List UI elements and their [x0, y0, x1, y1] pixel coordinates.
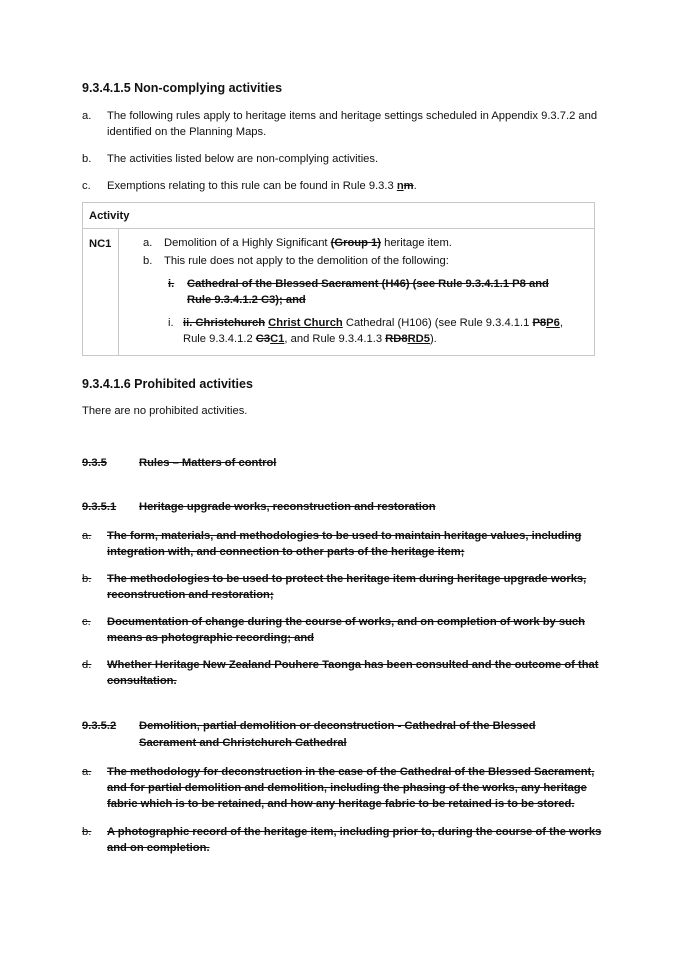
text-segment: , and Rule 9.3.4.1.3: [284, 333, 386, 345]
deleted-list-item: Whether Heritage New Zealand Pouhere Taonga has been consulted and the outcome of that consultation.: [107, 659, 599, 687]
inserted-text: C1: [270, 333, 285, 345]
list-item-text: [107, 178, 602, 194]
text-segment: Demolition of a Highly Significant: [164, 237, 331, 249]
text-segment: Cathedral (H106) (see Rule 9.3.4.1.1: [342, 317, 533, 329]
list-item-text: This rule does not apply to the demolition of the following:: [164, 255, 449, 267]
list-item-text: The following rules apply to heritage items and heritage settings scheduled in Appendix 9.3.7.2 and identified on the Planning Maps.: [107, 110, 598, 138]
list-label: c.: [82, 180, 91, 192]
deleted-list-item: Cathedral of the Blessed Sacrament (H46) (see Rule 9.3.4.1.1 P8 and Rule 9.3.4.1.2 C3); and: [187, 278, 549, 306]
deleted-list-label: c.: [82, 616, 91, 628]
text-segment: ).: [429, 333, 437, 345]
deleted-list-label: d.: [82, 659, 92, 671]
deleted-section-number: 9.3.5.2: [82, 720, 117, 732]
table-header: Activity: [89, 210, 130, 222]
text-segment: , Rule 9.3.4.1.2: [183, 317, 563, 345]
deleted-list-item: A photographic record of the heritage item, including prior to, during the course of the works and on completion.: [107, 826, 602, 854]
text-segment: Exemptions relating to this rule can be found in Rule 9.3.3: [107, 180, 397, 192]
deleted-section-number: 9.3.5.1: [82, 501, 117, 513]
table-code-cell: [83, 229, 119, 356]
table-content-cell: [119, 229, 595, 356]
deleted-text: RD8: [385, 333, 408, 345]
deleted-text: P8: [532, 317, 547, 329]
deleted-section-title: Heritage upgrade works, reconstruction and restoration: [139, 501, 436, 513]
deleted-list-label: a.: [82, 530, 92, 542]
inserted-text: P6: [546, 317, 560, 329]
inserted-text: Christ Church: [268, 317, 343, 329]
section-heading-prohibited: 9.3.4.1.6 Prohibited activities: [82, 377, 253, 391]
list-item-text: [164, 235, 584, 251]
list-label: a.: [82, 110, 92, 122]
list-item-text: The activities listed below are non-complying activities.: [107, 153, 379, 165]
deleted-text: ii. Christchurch: [183, 317, 266, 329]
deleted-list-item: The form, materials, and methodologies to be used to maintain heritage values, including integration with, and connection to other parts of the heritage item;: [107, 530, 582, 558]
deleted-list-label: b.: [82, 573, 92, 585]
deleted-text: (Group 1): [330, 237, 381, 249]
paragraph: There are no prohibited activities.: [82, 405, 248, 417]
deleted-list-item: The methodologies to be used to protect the heritage item during heritage upgrade works, reconstruction and restoration;: [107, 573, 587, 601]
deleted-list-label: b.: [82, 826, 92, 838]
section-heading-non-complying: 9.3.4.1.5 Non-complying activities: [82, 81, 283, 95]
text-segment: heritage item.: [381, 237, 452, 249]
deleted-section-number: 9.3.5: [82, 457, 107, 469]
activity-code: NC1: [89, 238, 112, 250]
deleted-section-title: Rules – Matters of control: [139, 457, 277, 469]
deleted-list-label: a.: [82, 766, 92, 778]
deleted-list-item: The methodology for deconstruction in the case of the Cathedral of the Blessed Sacrament, and for partial demolition and demolition, including the phasing of the works, any heritage fabric which is to be retained, and how any heritage fabric to be retained is to be stored.: [107, 766, 595, 810]
list-item-text: [183, 315, 585, 347]
deleted-list-label: i.: [168, 278, 175, 290]
deleted-section-title: Sacrament and Christchurch Cathedral: [139, 737, 347, 749]
deleted-section-title: Demolition, partial demolition or deconstruction - Cathedral of the Blessed: [139, 720, 536, 732]
list-label: a.: [143, 237, 153, 249]
table-header-cell: [83, 203, 595, 229]
activity-table: [82, 202, 595, 356]
list-label: b.: [143, 255, 153, 267]
list-label: b.: [82, 153, 92, 165]
text-segment: .: [413, 180, 417, 192]
deleted-text: C3: [255, 333, 271, 345]
deleted-text: m: [403, 180, 414, 192]
deleted-list-item: Documentation of change during the course of works, and on completion of work by such means as photographic recording; and: [107, 616, 585, 644]
list-label: i.: [168, 317, 174, 329]
inserted-text: n: [396, 180, 404, 192]
inserted-text: RD5: [407, 333, 430, 345]
